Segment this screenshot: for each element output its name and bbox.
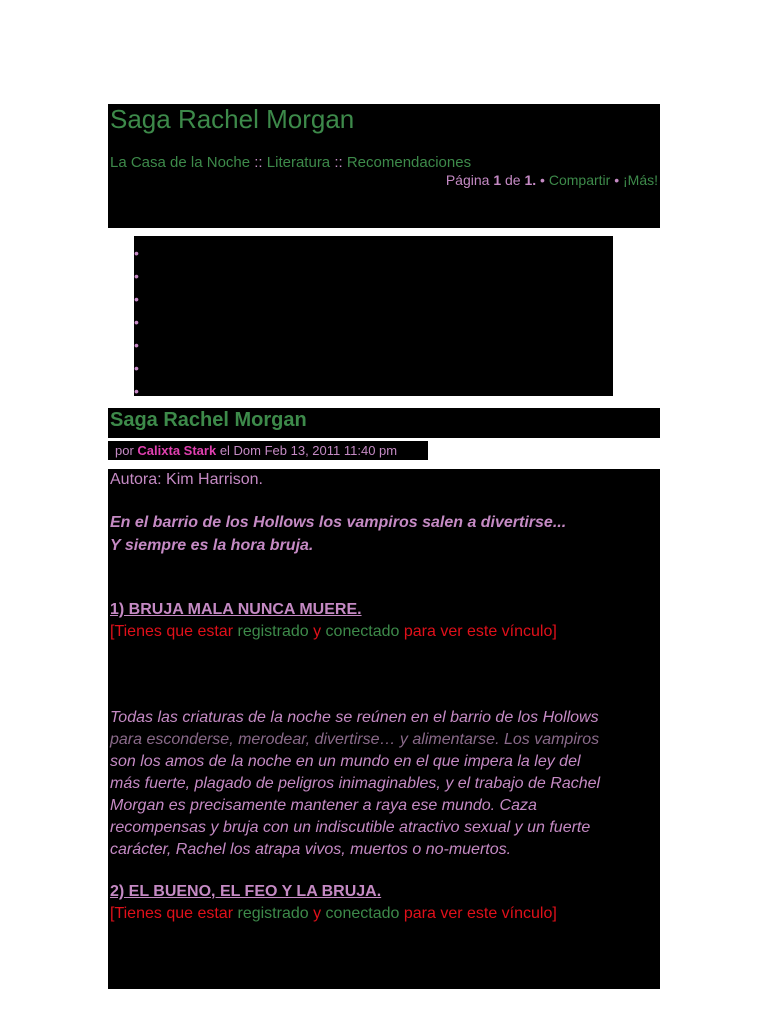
separator-bullet: • <box>540 172 545 188</box>
register-link[interactable]: registrado <box>237 623 309 640</box>
byline-text <box>115 443 397 458</box>
share-menu <box>134 236 613 399</box>
more-link[interactable]: ¡Más! <box>623 172 658 188</box>
forum-header <box>108 104 660 228</box>
list-item[interactable]: • <box>134 268 139 284</box>
list-item[interactable]: • <box>134 291 139 307</box>
breadcrumb-recomendaciones[interactable]: Recomendaciones <box>346 154 472 171</box>
synopsis-line: recompensas y bruja con un indiscutible atractivo sexual y un fuerte <box>110 819 591 836</box>
breadcrumb-literatura[interactable]: Literatura <box>266 154 331 171</box>
byline-por: por <box>115 443 134 458</box>
list-item[interactable]: • <box>134 337 139 353</box>
synopsis-line: carácter, Rachel los atrapa vivos, muertos o no-muertos. <box>110 841 512 858</box>
book-1-title[interactable]: 1) BRUJA MALA NUNCA MUERE. <box>110 601 362 618</box>
post-title[interactable]: Saga Rachel Morgan <box>110 409 307 431</box>
synopsis-line: más fuerte, plagado de peligros inimaginables, y el trabajo de Rachel <box>110 775 601 792</box>
pagination <box>446 172 658 188</box>
list-item[interactable]: • <box>134 245 139 261</box>
tagline-1: En el barrio de los Hollows los vampiros salen a divertirse... <box>110 514 567 531</box>
login-link[interactable]: conectado <box>325 905 400 922</box>
post-body <box>108 469 660 989</box>
list-item[interactable]: • <box>134 314 139 330</box>
author-line: Autora: Kim Harrison. <box>110 471 263 488</box>
notice-text-end: para ver este vínculo] <box>403 623 557 640</box>
notice-text-end: para ver este vínculo] <box>403 905 557 922</box>
list-item[interactable]: • <box>134 383 139 399</box>
synopsis-line: para esconderse, merodear, divertirse… y alimentarse. Los vampiros <box>110 731 600 748</box>
login-link[interactable]: conectado <box>325 623 400 640</box>
register-link[interactable]: registrado <box>237 905 309 922</box>
book-2-title[interactable]: 2) EL BUENO, EL FEO Y LA BRUJA. <box>110 883 382 900</box>
notice-and: y <box>313 623 322 640</box>
post-byline <box>108 441 428 460</box>
share-link[interactable]: Compartir <box>548 172 611 188</box>
post-date: el Dom Feb 13, 2011 11:40 pm <box>219 443 398 458</box>
notice-text: [Tienes que estar <box>110 623 234 640</box>
tagline-2: Y siempre es la hora bruja. <box>110 537 314 554</box>
page-of: de <box>505 172 521 188</box>
notice-text: [Tienes que estar <box>110 905 234 922</box>
synopsis-line: Todas las criaturas de la noche se reúnen en el barrio de los Hollows <box>110 709 599 726</box>
synopsis-line: son los amos de la noche en un mundo en el que impera la ley del <box>110 753 581 770</box>
page-total: 1. <box>524 172 537 188</box>
author-link[interactable]: Calixta Stark <box>137 443 217 458</box>
breadcrumb <box>110 154 471 171</box>
page-label: Página <box>445 172 490 188</box>
breadcrumb-separator: :: <box>254 154 263 171</box>
list-item[interactable]: • <box>134 360 139 376</box>
post-title-bar <box>108 408 660 438</box>
login-notice <box>110 623 557 641</box>
breadcrumb-home[interactable]: La Casa de la Noche <box>110 154 251 171</box>
breadcrumb-separator: :: <box>334 154 343 171</box>
separator-bullet: • <box>614 172 620 188</box>
page-current: 1 <box>493 172 502 188</box>
site-title[interactable]: Saga Rachel Morgan <box>110 104 355 134</box>
share-menu-list <box>134 244 139 405</box>
notice-and: y <box>313 905 322 922</box>
login-notice <box>110 905 557 923</box>
synopsis-line: Morgan es precisamente mantener a raya ese mundo. Caza <box>110 797 537 814</box>
